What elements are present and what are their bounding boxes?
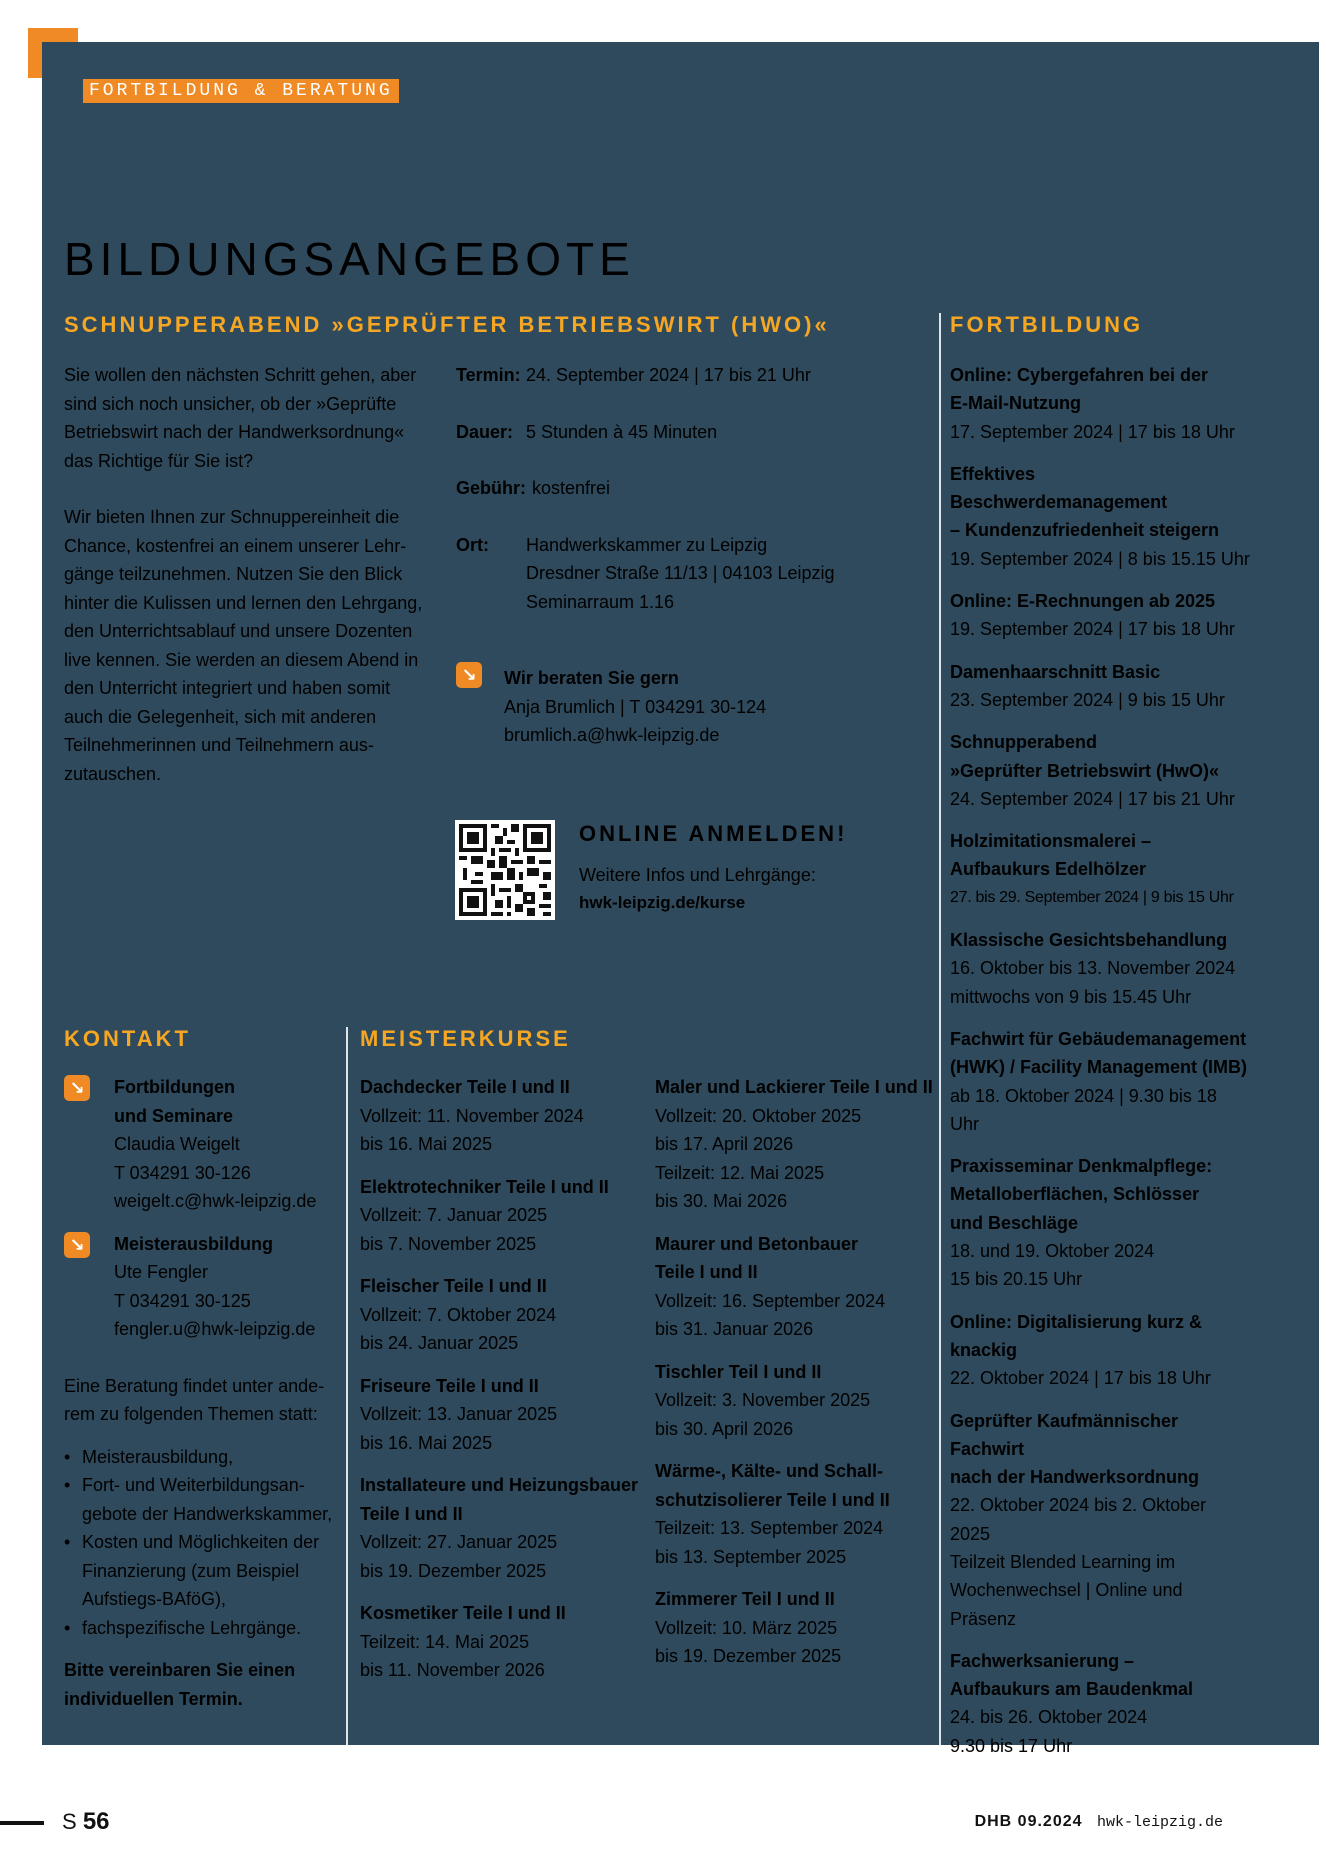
footer-site-link[interactable]: hwk-leipzig.de xyxy=(1096,1814,1223,1831)
seminar-item: Effektives Beschwerdemanagement – Kundenzufriedenheit steigern 19. September 2024 | 8 bis 15.15 Uhr xyxy=(950,463,1250,569)
seminar-item: Online: E-Rechnungen ab 2025 19. September 2024 | 17 bis 18 Uhr xyxy=(950,591,1235,640)
fortbildung-heading: FORTBILDUNG xyxy=(950,312,1144,337)
contact2-email-link[interactable]: fengler.u@hwk-leipzig.de xyxy=(114,1319,316,1339)
course-item: Maler und Lackierer Teile I und II Vollzeit: 20. Oktober 2025 bis 17. April 2026 Teilzeit: 12. Mai 2025 bis 30. Mai 2026 xyxy=(655,1077,933,1211)
advisor-email-link[interactable]: brumlich.a@hwk-leipzig.de xyxy=(504,725,720,745)
course-item: Kosmetiker Teile I und II Teilzeit: 14. Mai 2025 bis 11. November 2026 xyxy=(360,1603,566,1680)
ort-row: Ort: Handwerkskammer zu Leipzig Dresdner Straße 11/13 | 04103 Leipzig Seminarraum 1.16 xyxy=(456,534,835,612)
contact-fortbildungen: ↘ Fortbildungen und Seminare Claudia Weigelt T 034291 30-126 weigelt.c@hwk-leipzig.de xyxy=(64,1073,340,1216)
event-details xyxy=(456,361,926,616)
meisterkurse-heading: MEISTERKURSE xyxy=(360,1026,571,1051)
footer-rule xyxy=(0,1821,44,1825)
list-item: • fachspezifische Lehrgänge. xyxy=(64,1614,340,1643)
gebuehr-row: Gebühr: kostenfrei xyxy=(456,478,611,498)
seminar-item: Praxisseminar Denkmalpflege: Metalloberflächen, Schlösser und Beschläge 18. und 19. Oktober 2024 15 bis 20.15 Uhr xyxy=(950,1156,1213,1290)
list-item: • Fort- und Weiterbildungsan- gebote der Handwerkskammer, xyxy=(64,1471,340,1528)
course-item: Elektrotechniker Teile I und II Vollzeit: 7. Januar 2025 bis 7. November 2025 xyxy=(360,1176,609,1254)
arrow-icon xyxy=(456,662,482,688)
seminar-item: Fachwerksanierung – Aufbaukurs am Baudenkmal 24. bis 26. Oktober 2024 9.30 bis 17 Uhr xyxy=(950,1650,1194,1756)
seminar-item: Klassische Gesichtsbehandlung 16. Oktober bis 13. November 2024 mittwochs von 9 bis 15.45 Uhr xyxy=(950,930,1236,1007)
meisterkurse-column-2 xyxy=(655,1073,937,1671)
topic-list xyxy=(64,1443,340,1643)
column-divider-fortbildung xyxy=(939,313,941,1745)
section-tag: FORTBILDUNG & BERATUNG xyxy=(83,79,399,103)
meisterkurse-column-1 xyxy=(360,1073,650,1685)
seminar-item: Schnupperabend »Geprüfter Betriebswirt (HwO)« 24. September 2024 | 17 bis 21 Uhr xyxy=(950,732,1235,809)
dauer-row: Dauer: 5 Stunden à 45 Minuten xyxy=(456,421,718,442)
seminar-item: Geprüfter Kaufmännischer Fachwirt nach der Handwerksordnung 22. Oktober 2024 bis 2. Oktober 2025 Teilzeit Blended Learning im Wochenwechsel | Online und Präsenz xyxy=(950,1410,1207,1629)
termin-row: Termin: 24. September 2024 | 17 bis 21 Uhr xyxy=(456,365,811,385)
course-item: Tischler Teil I und II Vollzeit: 3. November 2025 bis 30. April 2026 xyxy=(655,1361,871,1439)
advisor-block: ↘ Wir beraten Sie gern Anja Brumlich | T 034291 30-124 brumlich.a@hwk-leipzig.de xyxy=(456,660,926,750)
online-signup: ONLINE ANMELDEN! Weitere Infos und Lehrgänge: hwk-leipzig.de/kurse xyxy=(579,820,919,918)
column-divider-kontakt xyxy=(346,1027,348,1745)
seminar-item: Online: Digitalisierung kurz & knackig 22. Oktober 2024 | 17 bis 18 Uhr xyxy=(950,1311,1211,1389)
page-number: S 56 xyxy=(62,1808,110,1835)
contact1-email-link[interactable]: weigelt.c@hwk-leipzig.de xyxy=(114,1191,317,1211)
arrow-icon xyxy=(64,1232,90,1258)
seminar-item: Damenhaarschnitt Basic 23. September 2024 | 9 bis 15 Uhr xyxy=(950,661,1225,710)
arrow-icon xyxy=(64,1075,90,1101)
seminar-item: Holzimitationsmalerei – Aufbaukurs Edelhölzer 27. bis 29. September 2024 | 9 bis 15 Uhr xyxy=(950,831,1234,906)
course-item: Friseure Teile I und II Vollzeit: 13. Januar 2025 bis 16. Mai 2025 xyxy=(360,1375,558,1453)
seminar-item: Fachwirt für Gebäudemanagement (HWK) / Facility Management (IMB) ab 18. Oktober 2024 | 9.30 bis 18 Uhr xyxy=(950,1028,1248,1134)
course-item: Wärme-, Kälte- und Schall- schutzisolierer Teile I und II Teilzeit: 13. September 2024 bis 13. September 2025 xyxy=(655,1461,890,1567)
kontakt-column: ↘ Fortbildungen und Seminare Claudia Weigelt T 034291 30-126 weigelt.c@hwk-leipzig.de ↘ Meisterausbildung Ute Fengler T 034291 30-125 fengler.u@hwk-leipzig.de Eine Beratung findet unter ande- rem zu folgenden Themen statt: • Meisterausbildung, • Fort- und Weiterbildungsan- gebote der Handwerkskammer, • Kosten und Möglichkeiten der Finanzierung (zum Beispiel Aufstiegs-BAföG), • fachspezifische Lehrgänge. Bitte vereinbaren Sie einen individuellen Termin. xyxy=(64,1073,340,1713)
footer-info: DHB 09.2024 hwk-leipzig.de xyxy=(974,1813,1223,1831)
fortbildung-column xyxy=(950,361,1250,1760)
contact-meisterausbildung: ↘ Meisterausbildung Ute Fengler T 034291 30-125 fengler.u@hwk-leipzig.de xyxy=(64,1230,340,1344)
schnupper-description: Sie wollen den nächsten Schritt gehen, aber sind sich noch unsicher, ob der »Geprüfte Betriebswirt nach der Handwerksordnung« das Richtige für Sie ist? Wir bieten Ihnen zur Schnuppereinheit die Chance, kostenfrei an einem unserer Lehr- gänge teilzunehmen. Nutzen Sie den Blick hinter die Kulissen und lernen den Lehrgang, den Unterrichtsablauf und unsere Dozenten live kennen. Sie werden an diesem Abend in den Unterricht integriert und haben somit auch die Gelegenheit, sich mit anderen Teilnehmerinnen und Teilnehmern aus- zutauschen. xyxy=(64,365,423,784)
kontakt-heading: KONTAKT xyxy=(64,1026,191,1051)
qr-code-icon[interactable] xyxy=(455,820,555,920)
online-url-link[interactable]: hwk-leipzig.de/kurse xyxy=(579,893,746,912)
course-item: Zimmerer Teil I und II Vollzeit: 10. März 2025 bis 19. Dezember 2025 xyxy=(655,1589,842,1666)
page-title: BILDUNGSANGEBOTE xyxy=(64,233,635,285)
seminar-item: Online: Cybergefahren bei der E-Mail-Nutzung 17. September 2024 | 17 bis 18 Uhr xyxy=(950,365,1235,442)
list-item: • Meisterausbildung, xyxy=(64,1443,340,1472)
course-item: Maurer und Betonbauer Teile I und II Vollzeit: 16. September 2024 bis 31. Januar 2026 xyxy=(655,1233,886,1339)
schnupper-heading: SCHNUPPERABEND »GEPRÜFTER BETRIEBSWIRT (HWO)« xyxy=(64,312,830,337)
list-item: • Kosten und Möglichkeiten der Finanzierung (zum Beispiel Aufstiegs-BAföG), xyxy=(64,1528,340,1614)
course-item: Dachdecker Teile I und II Vollzeit: 11. November 2024 bis 16. Mai 2025 xyxy=(360,1077,584,1154)
course-item: Fleischer Teile I und II Vollzeit: 7. Oktober 2024 bis 24. Januar 2025 xyxy=(360,1276,557,1353)
course-item: Installateure und Heizungsbauer Teile I und II Vollzeit: 27. Januar 2025 bis 19. Dezember 2025 xyxy=(360,1475,639,1581)
